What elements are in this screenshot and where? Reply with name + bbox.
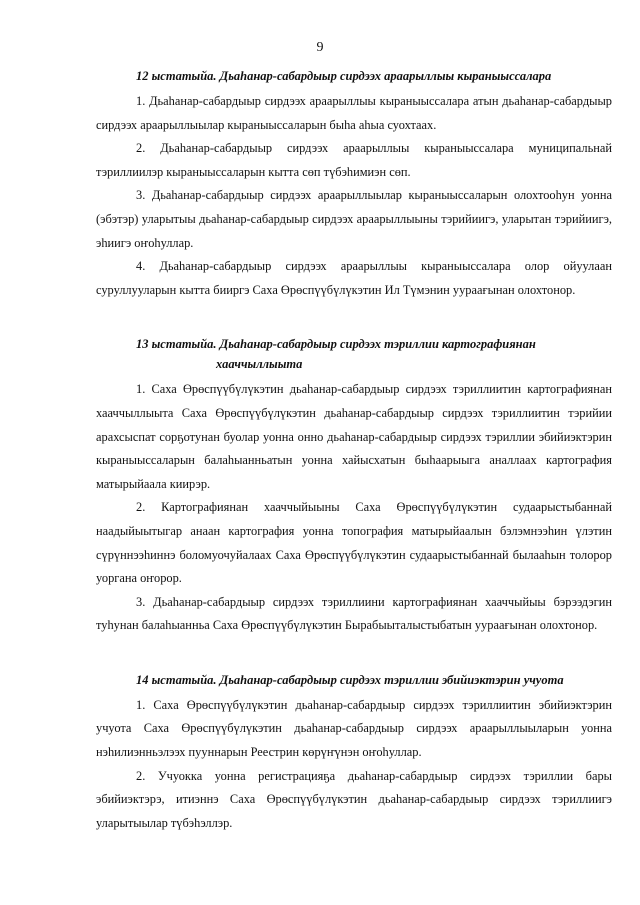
document-body xyxy=(96,66,612,835)
section-heading: 14 ыстатыйа. Дьаһанар-сабардыыр сирдээх тэриллии эбийиэктэрин учуота xyxy=(136,672,564,687)
section-13 xyxy=(96,334,612,638)
paragraph: 2. Картографиянан хааччыйыыны Саха Өрөспүүбүлүкэтин судаарыстыбаннай наадыйыытыгар анаан картография уонна топография матырыйаалын бэлэмнээһин үлэтин сүрүннээһиннэ боломуочуйалаах Саха Өрөспүүбүлүкэтин судаарыстыбаннай былааһын толорор уоргана оҥорор. xyxy=(96,500,612,586)
section-heading: 12 ыстатыйа. Дьаһанар-сабардыыр сирдээх араарыллыы кыраныыссалара xyxy=(136,69,552,83)
paragraph: 2. Дьаһанар-сабардыыр сирдээх араарыллыы кыраныыссалара муниципальнай тэриллиилэр кыраныыссаларын кытта сөп түбэһимиэн сөп. xyxy=(96,141,612,179)
paragraph: 1. Саха Өрөспүүбүлүкэтин дьаһанар-сабардыыр сирдээх тэриллиитин картографиянан хааччыллыыта Саха Өрөспүүбүлүкэтин дьаһанар-сабардыыр сирдээх тэриллиитин тэрийии арахсыспат сорҕотунан буолар уонна онно дьаһанар-сабардыыр сирдээх тэриллии эбийиэктэрин кыраныыссаларын балаһыанньатын уонна хайысхатын быһаарыыга аналлаах картография матырыйаала киирэр. xyxy=(96,382,612,491)
paragraph: 3. Дьаһанар-сабардыыр сирдээх тэриллиини картографиянан хааччыйыы бэрээдэгин туһунан балаһыанньа Саха Өрөспүүбүлүкэтин Бырабыыталыстыбатын уураағынан олохтонор. xyxy=(96,594,612,633)
page-number: 9 xyxy=(316,40,324,55)
paragraph: 1. Дьаһанар-сабардыыр сирдээх араарыллыы кыраныыссалара атын дьаһанар-сабардыыр сирдээх араарыллыылар кыраныыссаларын быһа аһыа суохтаах. xyxy=(96,94,612,132)
section-14 xyxy=(96,670,612,836)
paragraph: 1. Саха Өрөспүүбүлүкэтин дьаһанар-сабардыыр сирдээх тэриллиитин эбийиэктэрин учуота Саха Өрөспүүбүлүкэтин дьаһанар-сабардыыр сирдээх араарыллыыларын уонна нэһилиэнньэлээх пууннарын Реестрин көрүҥүнэн оҥоһуллар. xyxy=(96,697,612,760)
section-12 xyxy=(96,66,612,302)
paragraph: 2. Учуокка уонна регистрацияҕа дьаһанар-сабардыыр сирдээх тэриллии бары эбийиэктэрэ, итиэннэ Саха Өрөспүүбүлүкэтин дьаһанар-сабардыыр сирдээх тэриллиигэ уларытыылар түбэһэллэр. xyxy=(96,768,612,830)
paragraph: 4. Дьаһанар-сабардыыр сирдээх араарыллыы кыраныыссалара олор ойуулаан суруллууларын кытта бииргэ Саха Өрөспүүбүлүкэтин Ил Түмэнин уураағынан олохтонор. xyxy=(96,259,612,297)
section-heading: 13 ыстатыйа. Дьаһанар-сабардыыр сирдээх тэриллии картографиянан xyxy=(136,337,536,352)
paragraph: 3. Дьаһанар-сабардыыр сирдээх араарыллыылар кыраныыссаларын олохтооһун уонна (эбэтэр) уларытыы дьаһанар-сабардыыр сирдээх араарыллыыны тэрийиигэ, уларытан тэрийиигэ, эһиигэ оҥоһуллар. xyxy=(96,188,612,250)
section-heading-continuation: хааччыллыыта xyxy=(216,357,303,372)
